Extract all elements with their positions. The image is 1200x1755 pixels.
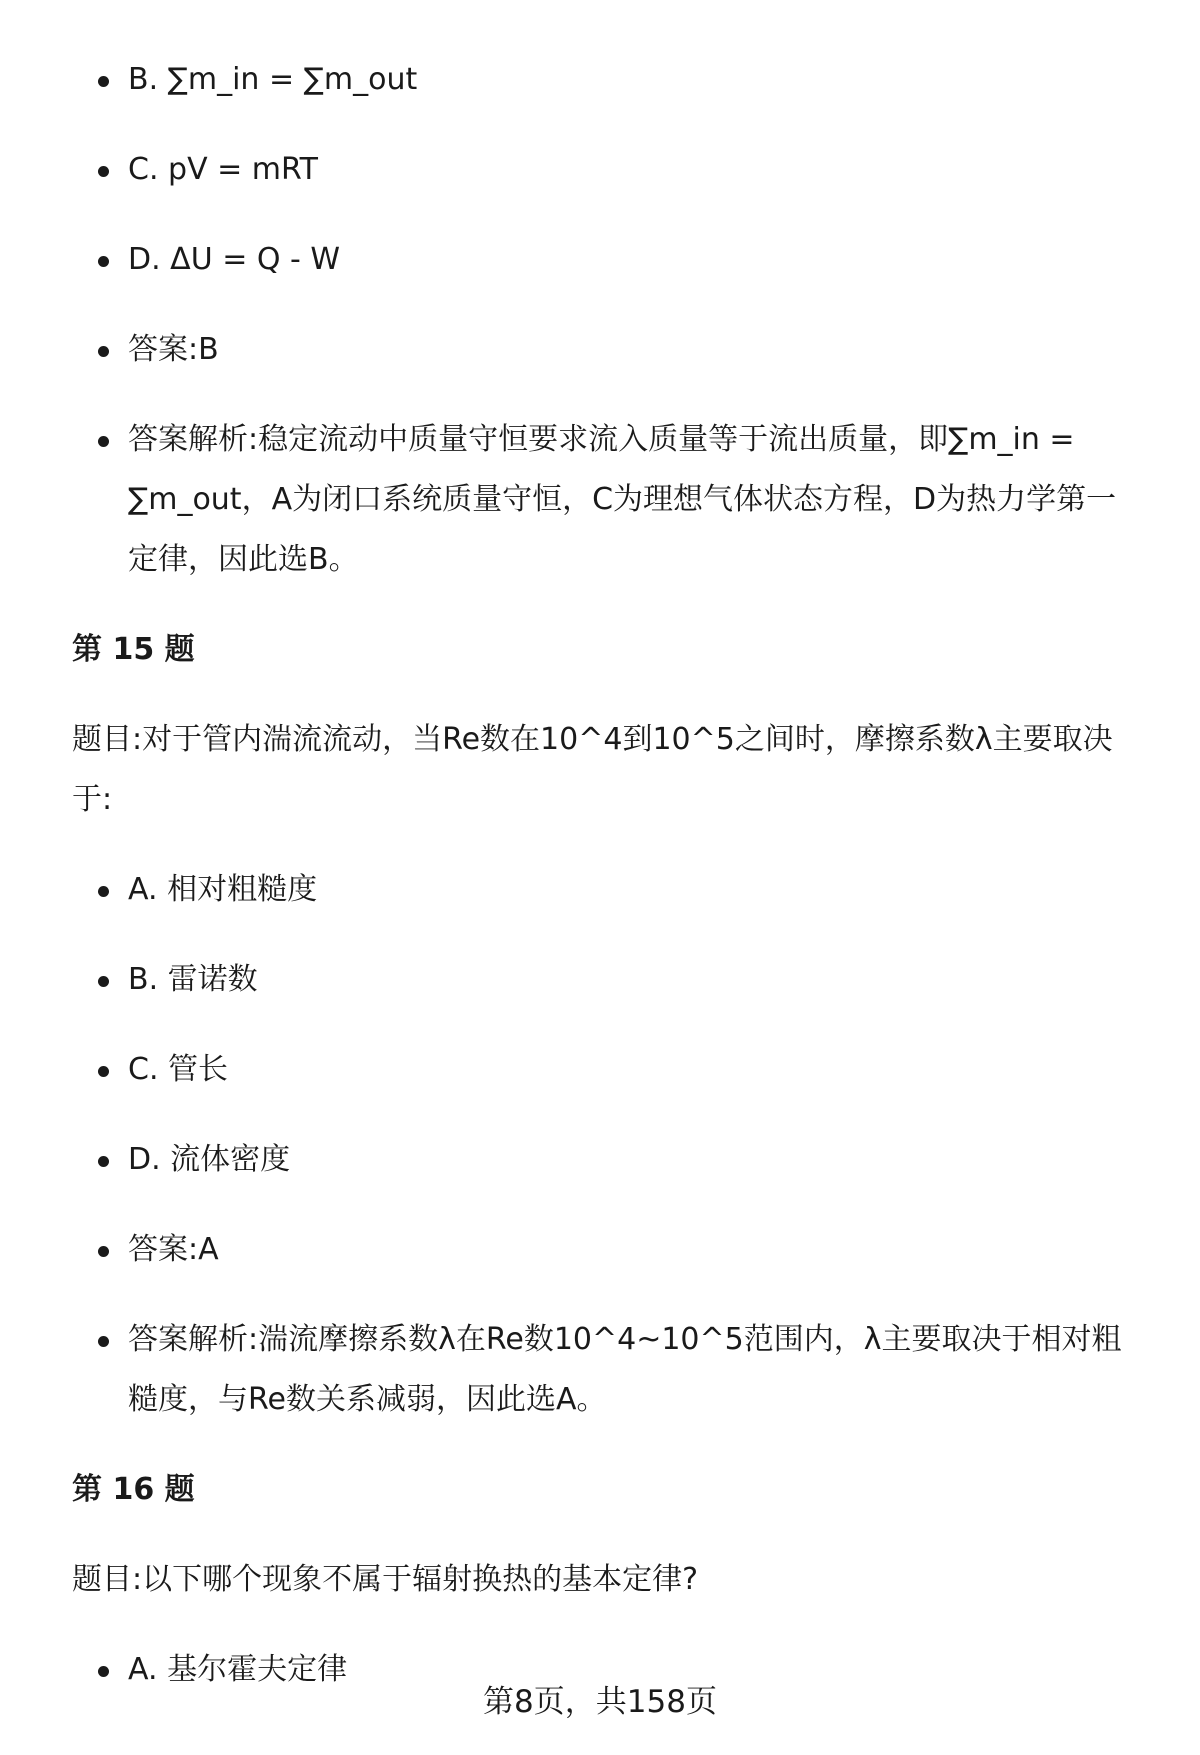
- option-c: C. pV = mRT: [72, 140, 1142, 200]
- option-c: C. 管长: [72, 1040, 1142, 1100]
- answer-explanation: 答案解析:湍流摩擦系数λ在Re数10^4~10^5范围内，λ主要取决于相对粗糙度，与Re数关系减弱，因此选A。: [72, 1310, 1142, 1430]
- page-footer: 第8页，共158页: [483, 1684, 717, 1720]
- option-d: D. ΔU = Q - W: [72, 230, 1142, 290]
- option-a: A. 基尔霍夫定律: [72, 1640, 1142, 1700]
- question-15-options: [72, 860, 1142, 1430]
- question-16-text: 题目:以下哪个现象不属于辐射换热的基本定律?: [72, 1562, 699, 1597]
- answer: 答案:B: [72, 320, 1142, 380]
- answer: 答案:A: [72, 1220, 1142, 1280]
- document-page: [72, 50, 1142, 1730]
- question-15-text: 题目:对于管内湍流流动，当Re数在10^4到10^5之间时，摩擦系数λ主要取决于:: [72, 722, 1113, 817]
- answer-explanation: 答案解析:稳定流动中质量守恒要求流入质量等于流出质量，即∑m_in = ∑m_out，A为闭口系统质量守恒，C为理想气体状态方程，D为热力学第一定律，因此选B。: [72, 410, 1142, 590]
- question-15-heading: 第 15 题: [72, 632, 195, 667]
- option-d: D. 流体密度: [72, 1130, 1142, 1190]
- option-b: B. ∑m_in = ∑m_out: [72, 50, 1142, 110]
- question-16-heading: 第 16 题: [72, 1472, 195, 1507]
- option-a: A. 相对粗糙度: [72, 860, 1142, 920]
- previous-question-options: [72, 50, 1142, 590]
- option-b: B. 雷诺数: [72, 950, 1142, 1010]
